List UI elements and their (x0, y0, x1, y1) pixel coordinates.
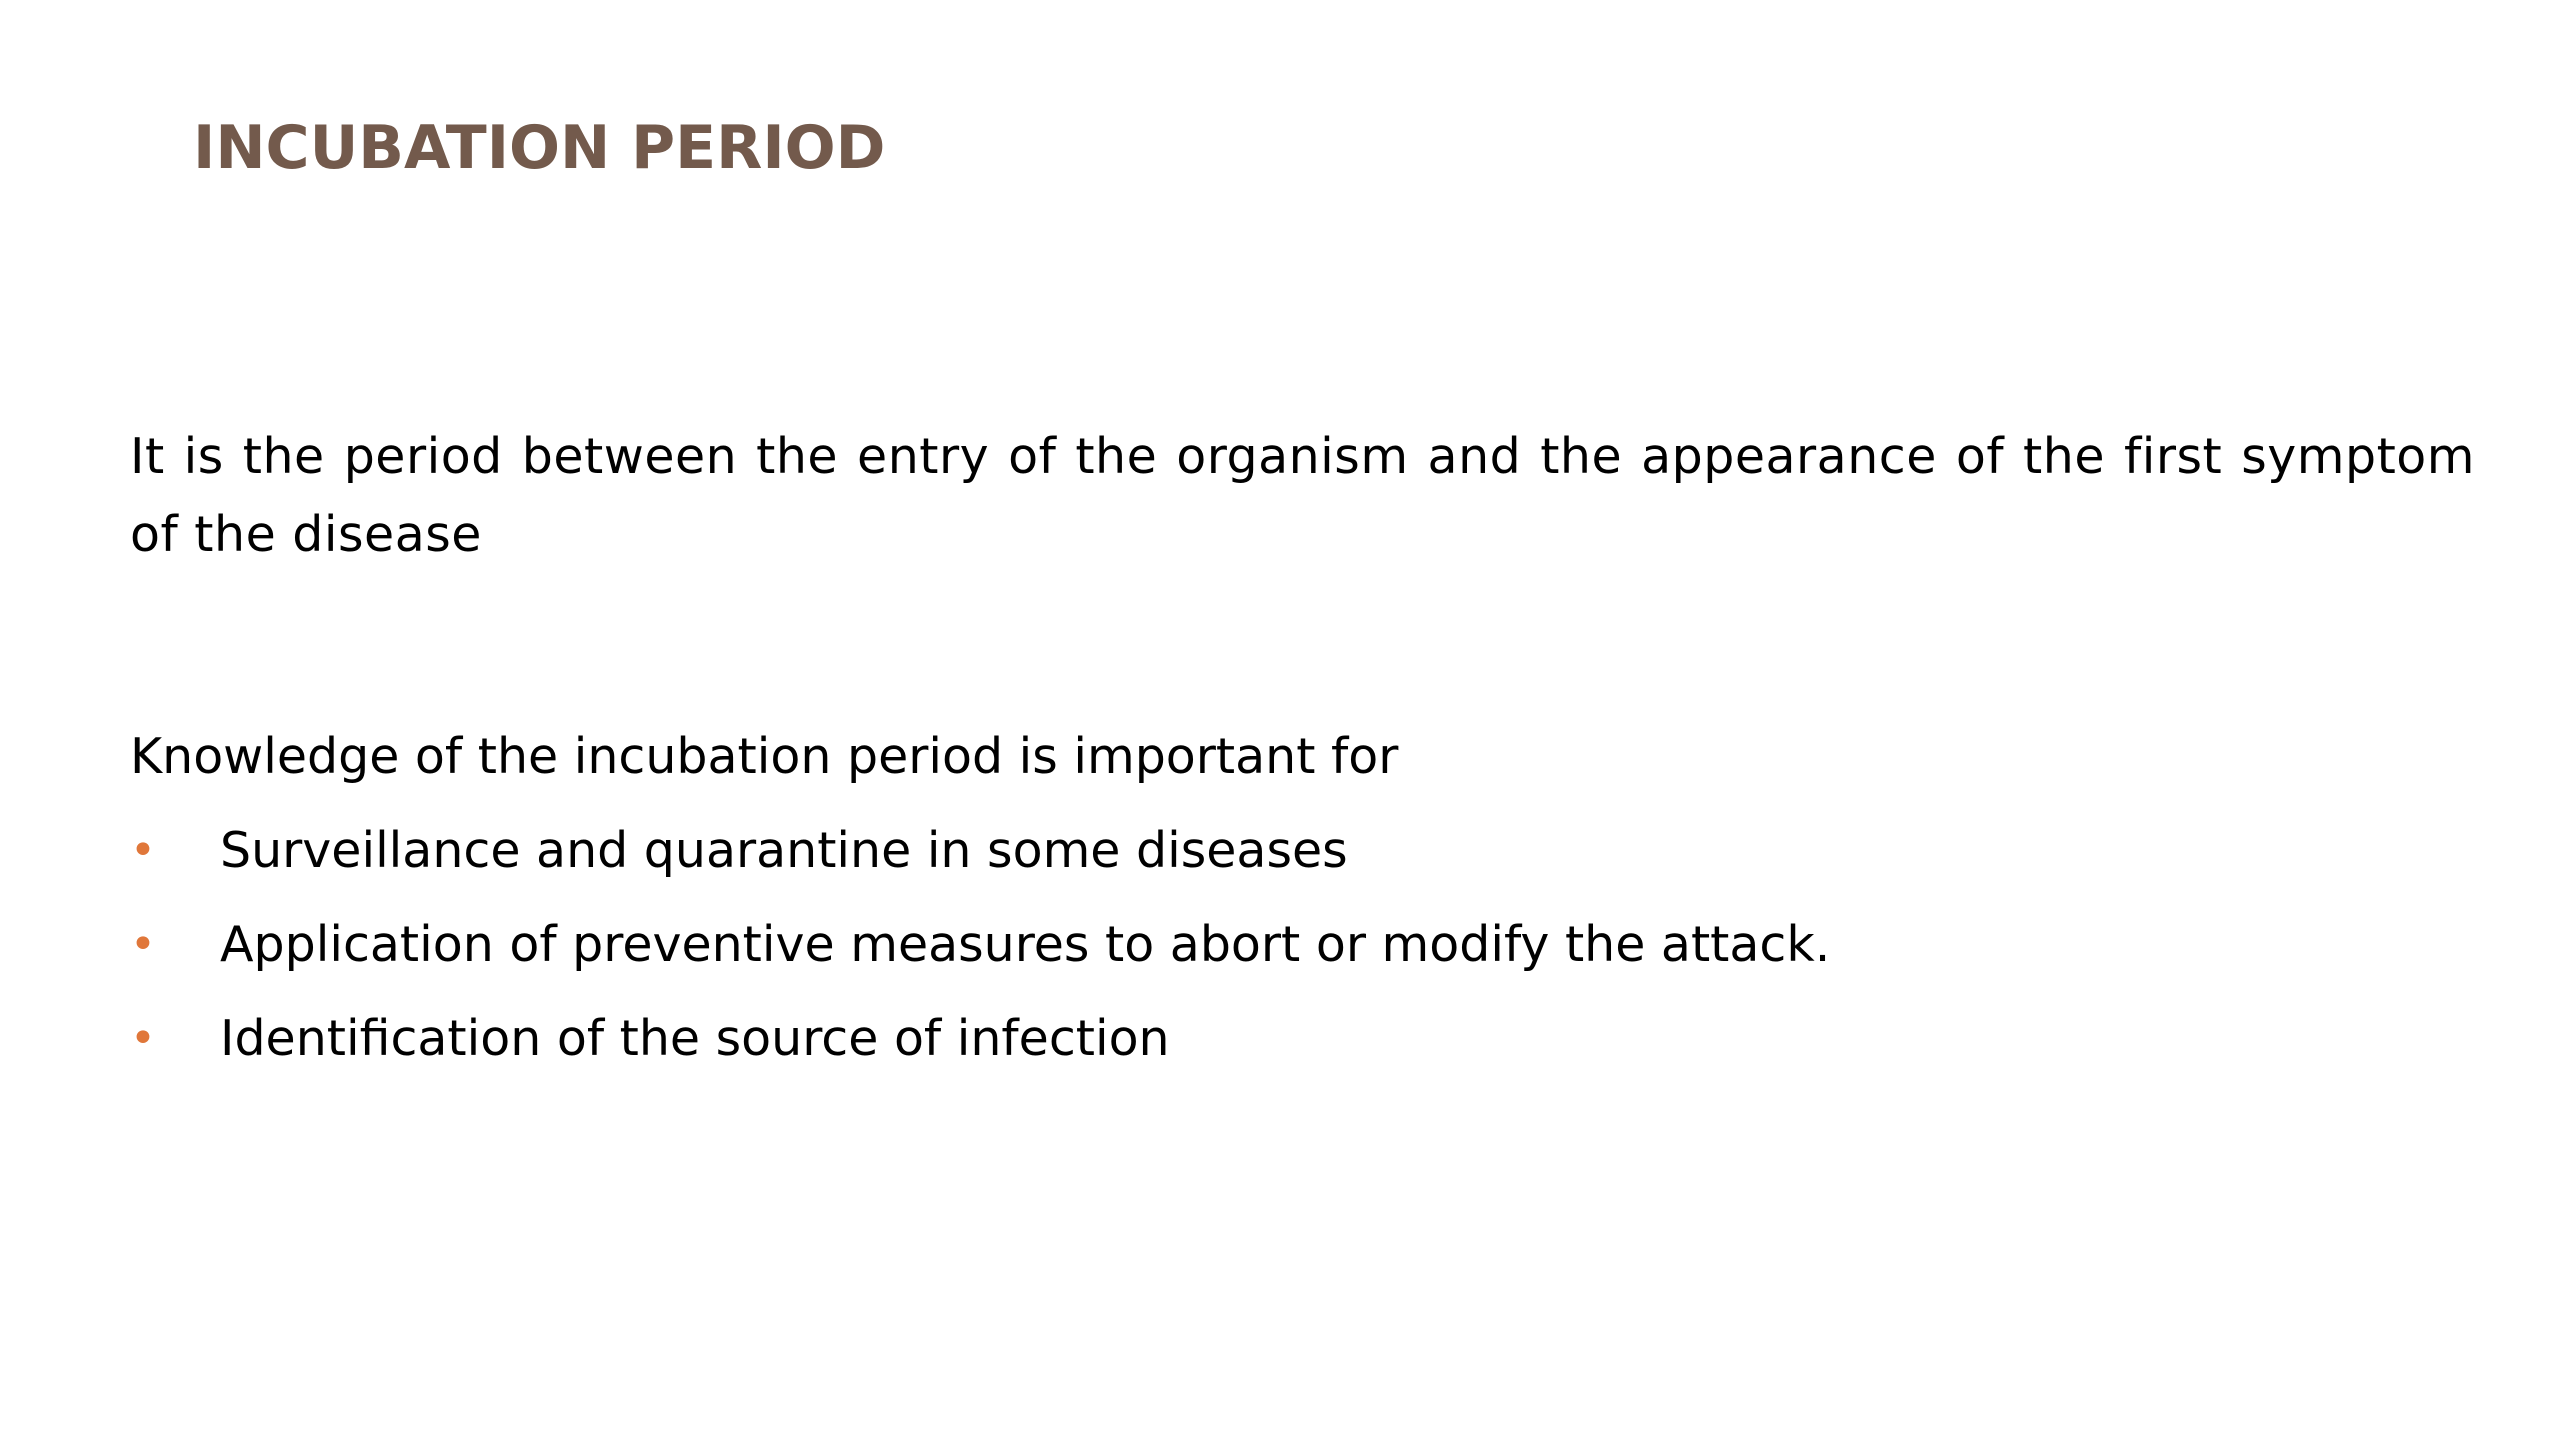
bullet-icon: • (130, 919, 156, 970)
bullet-icon: • (130, 825, 156, 876)
bullet-text: Application of preventive measures to abort or modify the attack. (220, 916, 1831, 973)
slide-title: INCUBATION PERIOD (193, 113, 886, 183)
bullet-list-intro: Knowledge of the incubation period is important for (130, 728, 1399, 785)
bullet-text: Surveillance and quarantine in some diseases (220, 822, 1348, 879)
bullet-icon: • (130, 1013, 156, 1064)
definition-paragraph: It is the period between the entry of the organism and the appearance of the first symptom of the disease (130, 428, 2475, 563)
bullet-text: Identification of the source of infection (220, 1010, 1170, 1067)
